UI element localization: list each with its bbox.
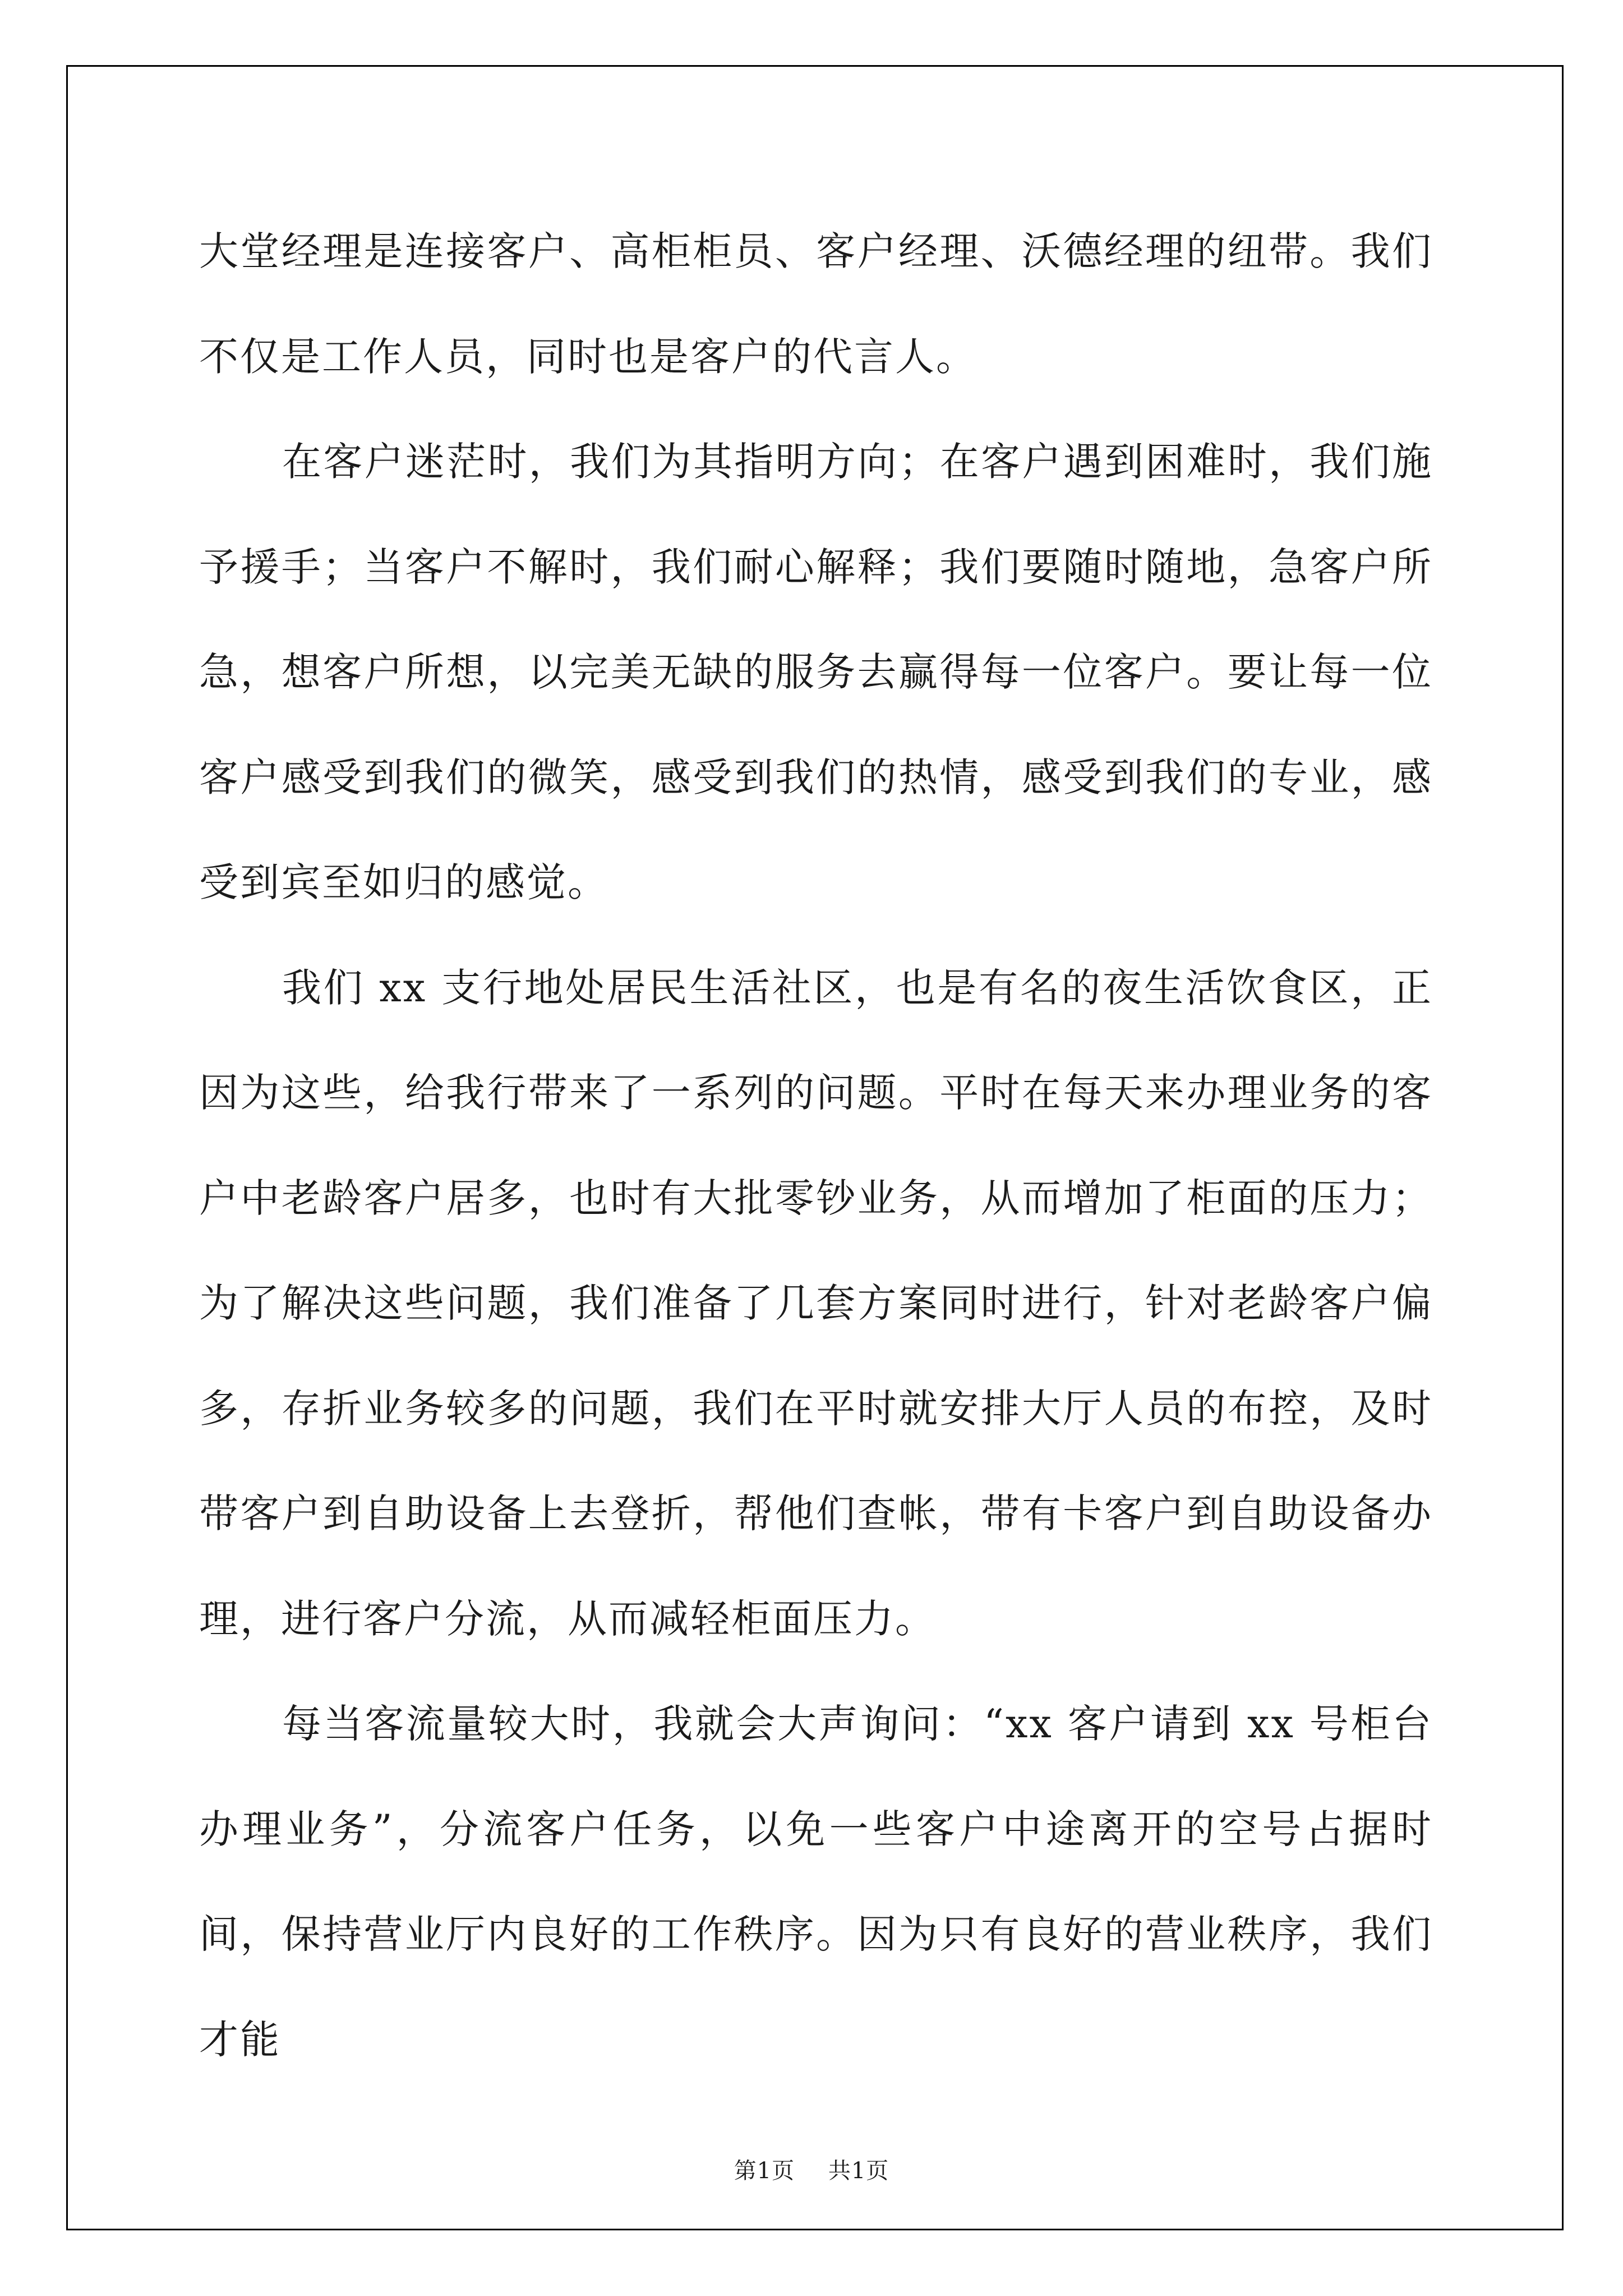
page-total: 共1页 [828, 2158, 889, 2184]
document-body [199, 199, 1433, 2092]
page-footer [0, 2153, 1623, 2185]
page-number: 第1页 [734, 2158, 795, 2184]
paragraph-3: 我们 xx 支行地处居民生活社区，也是有名的夜生活饮食区，正因为这些，给我行带来了一系列的问题。平时在每天来办理业务的客户中老龄客户居多，也时有大批零钞业务，从而增加了柜面的压力；为了解决这些问题，我们准备了几套方案同时进行，针对老龄客户偏多，存折业务较多的问题，我们在平时就安排大厅人员的布控，及时带客户到自助设备上去登折，帮他们查帐，带有卡客户到自助设备办理，进行客户分流，从而减轻柜面压力。 [199, 964, 1433, 1642]
paragraph-1: 大堂经理是连接客户、高柜柜员、客户经理、沃德经理的纽带。我们不仅是工作人员，同时也是客户的代言人。 [199, 228, 1433, 380]
paragraph-2: 在客户迷茫时，我们为其指明方向；在客户遇到困难时，我们施予援手；当客户不解时，我们耐心解释；我们要随时随地，急客户所急，想客户所想，以完美无缺的服务去赢得每一位客户。要让每一位客户感受到我们的微笑，感受到我们的热情，感受到我们的专业，感受到宾至如归的感觉。 [199, 439, 1433, 905]
paragraph-4: 每当客流量较大时，我就会大声询问：“xx 客户请到 xx 号柜台办理业务”，分流客户任务，以免一些客户中途离开的空号占据时间，保持营业厅内良好的工作秩序。因为只有良好的营业秩序，我们才能 [199, 1701, 1433, 2063]
